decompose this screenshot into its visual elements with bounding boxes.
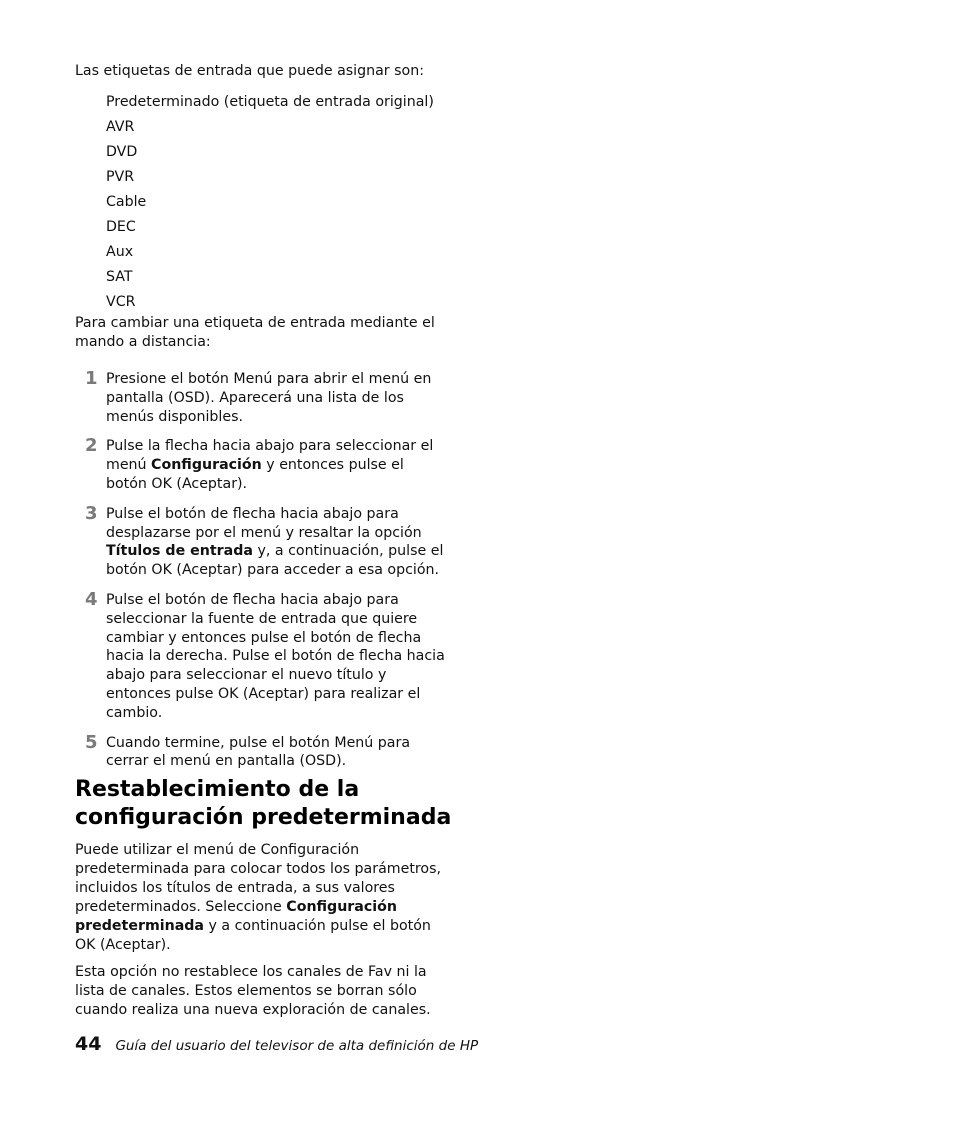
page-footer bbox=[75, 1033, 478, 1055]
input-label-item: Cable bbox=[106, 194, 147, 210]
step-item bbox=[75, 370, 447, 426]
step-number: 5 bbox=[85, 731, 98, 753]
step-highlight: Títulos de entrada bbox=[106, 543, 253, 560]
input-label-item: AVR bbox=[106, 119, 135, 135]
reset-highlight: Configuración predeterminada bbox=[75, 899, 398, 934]
step-text: Pulse el botón de flecha hacia abajo para seleccionar la fuente de entrada que quiere cambiar y entonces pulse el botón de flecha hacia la derecha. Pulse el botón de flecha hacia abajo para seleccionar el nuevo título y entonces pulse OK (Aceptar) para realizar el cambio. bbox=[106, 591, 445, 721]
section-heading: Restablecimiento de la configuración predeterminada bbox=[75, 777, 452, 830]
input-label-item: DVD bbox=[106, 144, 138, 160]
intro-text: Las etiquetas de entrada que puede asignar son: bbox=[75, 63, 424, 79]
step-text: Pulse la flecha hacia abajo para seleccionar el menú bbox=[106, 438, 434, 474]
step-text: y entonces pulse el botón OK (Aceptar). bbox=[106, 457, 404, 492]
step-item bbox=[75, 437, 447, 493]
input-label-item: VCR bbox=[106, 294, 136, 310]
input-label-item: DEC bbox=[106, 219, 136, 235]
note-paragraph: Esta opción no restablece los canales de Fav ni la lista de canales. Estos elementos se borran sólo cuando realiza una nueva exploración de canales. bbox=[75, 964, 431, 1018]
input-label-item: SAT bbox=[106, 269, 133, 285]
step-text: y, a continuación, pulse el botón OK (Aceptar) para acceder a esa opción. bbox=[106, 543, 444, 579]
step-text: Cuando termine, pulse el botón Menú para cerrar el menú en pantalla (OSD). bbox=[106, 734, 411, 770]
reset-text: Puede utilizar el menú de Configuración predeterminada para colocar todos los parámetros, incluidos los títulos de entrada, a sus valores predeterminados. Seleccione bbox=[75, 842, 441, 915]
step-item bbox=[75, 731, 447, 772]
input-label-item: PVR bbox=[106, 169, 135, 185]
input-label-item: Predeterminado (etiqueta de entrada original) bbox=[106, 94, 434, 110]
step-text: Pulse el botón de flecha hacia abajo para desplazarse por el menú y resaltar la opción bbox=[106, 505, 422, 541]
input-label-list bbox=[106, 90, 434, 315]
step-text: Presione el botón Menú para abrir el menú en pantalla (OSD). Aparecerá una lista de los menús disponibles. bbox=[106, 371, 432, 425]
page-number: 44 bbox=[75, 1033, 102, 1055]
reset-text: y a continuación pulse el botón OK (Aceptar). bbox=[75, 918, 431, 953]
step-highlight: Configuración bbox=[151, 457, 262, 474]
step-number: 1 bbox=[85, 368, 98, 389]
steps-list bbox=[75, 370, 447, 771]
input-label-item: Aux bbox=[106, 244, 134, 260]
step-item bbox=[75, 502, 447, 580]
step-number: 2 bbox=[85, 435, 98, 457]
reset-paragraph bbox=[75, 841, 447, 955]
step-number: 4 bbox=[85, 588, 98, 610]
footer-title: Guía del usuario del televisor de alta definición de HP bbox=[115, 1038, 479, 1054]
step-number: 3 bbox=[85, 502, 98, 524]
change-intro-text: Para cambiar una etiqueta de entrada mediante el mando a distancia: bbox=[75, 315, 435, 350]
step-item bbox=[75, 588, 447, 723]
